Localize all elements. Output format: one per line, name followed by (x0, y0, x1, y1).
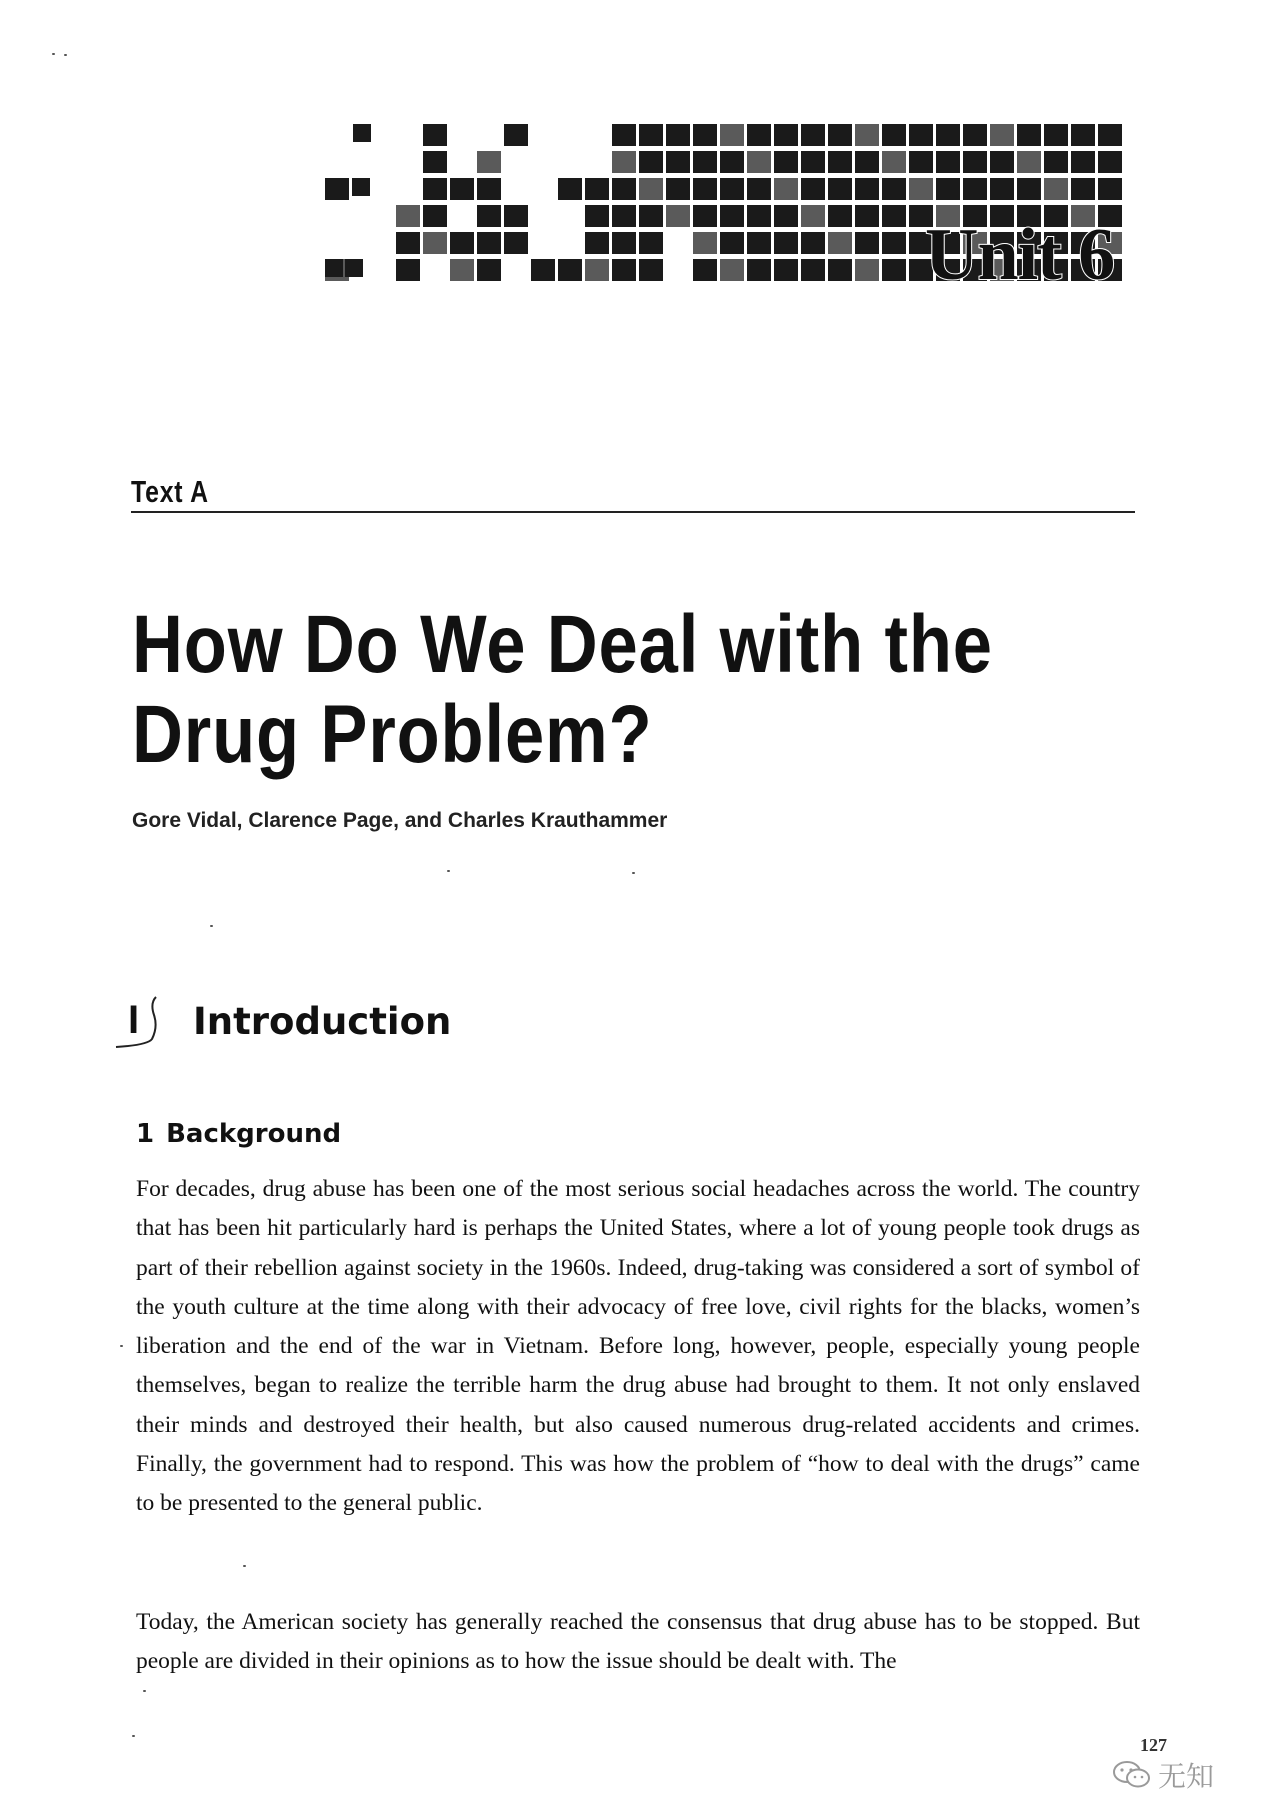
banner-block (639, 124, 663, 146)
banner-block (855, 178, 879, 200)
banner-block (477, 259, 501, 281)
banner-block (325, 178, 349, 200)
banner-block (963, 124, 987, 146)
text-section-label: Text A (131, 474, 209, 509)
banner-block (585, 178, 609, 200)
banner-block (747, 259, 771, 281)
banner-block (612, 178, 636, 200)
scan-speck (632, 872, 635, 874)
banner-block (963, 151, 987, 173)
banner-block (882, 151, 906, 173)
banner-block (585, 232, 609, 254)
section-bracket-icon (112, 993, 182, 1053)
banner-block (666, 205, 690, 227)
banner-block (345, 259, 363, 277)
wechat-logo-icon (1112, 1759, 1152, 1791)
banner-block (353, 124, 371, 142)
banner-block (801, 205, 825, 227)
banner-block (612, 151, 636, 173)
body-paragraph-2: Today, the American society has generally reached the consensus that drug abuse has to be stopped. But people are divided in their opinions as to how the issue should be dealt with. The (136, 1609, 1140, 1675)
banner-block (693, 205, 717, 227)
banner-block (963, 178, 987, 200)
banner-block (855, 259, 879, 281)
banner-block (693, 151, 717, 173)
banner-block (828, 259, 852, 281)
banner-block (666, 178, 690, 200)
page-number: 127 (1140, 1735, 1167, 1755)
banner-block (1098, 124, 1122, 146)
banner-block (1071, 124, 1095, 146)
banner-block (720, 259, 744, 281)
banner-block (1044, 178, 1068, 200)
banner-block (774, 178, 798, 200)
banner-block (909, 124, 933, 146)
banner-block (352, 178, 370, 196)
banner-block (720, 124, 744, 146)
banner-block (828, 205, 852, 227)
banner-block (801, 178, 825, 200)
banner-block (855, 205, 879, 227)
banner-block (720, 178, 744, 200)
banner-block (828, 151, 852, 173)
banner-block (450, 232, 474, 254)
banner-block (828, 178, 852, 200)
banner-block (666, 151, 690, 173)
banner-block (909, 151, 933, 173)
banner-block (801, 124, 825, 146)
banner-block (423, 124, 447, 146)
banner-block (855, 151, 879, 173)
banner-block (1044, 151, 1068, 173)
banner-block (639, 232, 663, 254)
banner-block (774, 259, 798, 281)
banner-block (882, 259, 906, 281)
banner-block (720, 151, 744, 173)
watermark (1112, 1755, 1214, 1795)
banner-block (558, 259, 582, 281)
banner-block (747, 178, 771, 200)
scan-speck (52, 53, 55, 55)
banner-block (990, 124, 1014, 146)
banner-block (828, 124, 852, 146)
banner-block (747, 232, 771, 254)
banner-block (882, 178, 906, 200)
banner-block (1098, 151, 1122, 173)
banner-block (720, 232, 744, 254)
banner-block (504, 205, 528, 227)
banner-block (693, 124, 717, 146)
banner-block (720, 205, 744, 227)
banner-block (612, 124, 636, 146)
scan-speck (447, 870, 450, 872)
scan-speck (120, 1345, 123, 1347)
banner-block (774, 205, 798, 227)
banner-block (990, 178, 1014, 200)
header-divider (131, 511, 1135, 513)
banner-block (828, 232, 852, 254)
banner-block (801, 232, 825, 254)
article-title-line-1: How Do We Deal with the (132, 599, 993, 690)
banner-block (747, 151, 771, 173)
banner-block (1044, 124, 1068, 146)
section-number: I (128, 998, 140, 1042)
banner-block (612, 232, 636, 254)
banner-block (639, 151, 663, 173)
banner-block (639, 259, 663, 281)
banner-block (990, 151, 1014, 173)
unit-number-title: Unit 6 (925, 214, 1115, 296)
banner-block (1071, 151, 1095, 173)
banner-block (639, 205, 663, 227)
article-authors: Gore Vidal, Clarence Page, and Charles Krauthammer (132, 809, 668, 832)
banner-block (936, 151, 960, 173)
scan-speck (132, 1735, 135, 1737)
banner-block (396, 259, 420, 281)
banner-block (558, 178, 582, 200)
banner-block (693, 259, 717, 281)
banner-block (1017, 151, 1041, 173)
banner-block (477, 232, 501, 254)
banner-block (504, 232, 528, 254)
banner-block (531, 259, 555, 281)
banner-block (639, 178, 663, 200)
banner-block (693, 232, 717, 254)
banner-block (585, 205, 609, 227)
banner-block (477, 205, 501, 227)
banner-block (801, 259, 825, 281)
banner-block (1017, 124, 1041, 146)
banner-block (585, 259, 609, 281)
scan-speck (64, 54, 67, 56)
section-title: Introduction (193, 1000, 452, 1043)
banner-block (801, 151, 825, 173)
banner-block (423, 205, 447, 227)
banner-block (396, 205, 420, 227)
banner-block (936, 124, 960, 146)
banner-block (882, 232, 906, 254)
banner-block (855, 124, 879, 146)
banner-block (882, 205, 906, 227)
banner-block (450, 178, 474, 200)
subsection-title: Background (166, 1119, 342, 1149)
article-title-line-2: Drug Problem? (132, 689, 653, 780)
body-paragraph-1: For decades, drug abuse has been one of the most serious social headaches across the world. The country that has been hit particularly hard is perhaps the United States, where a lot of young people took drugs as part of their rebellion against society in the 1960s. Indeed, drug-taking was considered a sort of symbol of the youth culture at the time along with their advocacy of free love, civil rights for the blacks, women’s liberation and the end of the war in Vietnam. Before long, however, people, especially young people themselves, began to realize the terrible harm the drug abuse had brought to them. It not only enslaved their minds and destroyed their health, but also caused numerous drug-related accidents and crimes. Finally, the government had to respond. This was how the problem of “how to deal with the drugs” came to be presented to the general public. (136, 1176, 1140, 1517)
banner-block (747, 124, 771, 146)
banner-block (325, 259, 343, 277)
banner-block (504, 124, 528, 146)
banner-block (612, 205, 636, 227)
banner-block (477, 151, 501, 173)
banner-block (423, 151, 447, 173)
article-title (132, 600, 993, 780)
banner-block (774, 124, 798, 146)
banner-block (1098, 178, 1122, 200)
banner-block (693, 178, 717, 200)
scan-speck (143, 1690, 146, 1692)
banner-block (1017, 178, 1041, 200)
scan-speck (210, 925, 213, 927)
banner-block (666, 124, 690, 146)
banner-block (396, 232, 420, 254)
banner-block (909, 178, 933, 200)
scan-speck (243, 1565, 246, 1567)
banner-block (747, 205, 771, 227)
banner-block (882, 124, 906, 146)
subsection-number: 1 (136, 1119, 155, 1149)
banner-block (423, 232, 447, 254)
banner-block (423, 178, 447, 200)
banner-block (450, 259, 474, 281)
banner-block (774, 232, 798, 254)
banner-block (936, 178, 960, 200)
banner-block (612, 259, 636, 281)
banner-block (1071, 178, 1095, 200)
banner-block (774, 151, 798, 173)
banner-block (477, 178, 501, 200)
subsection-heading (136, 1119, 341, 1149)
banner-block (855, 232, 879, 254)
watermark-text: 无知 (1158, 1760, 1215, 1793)
